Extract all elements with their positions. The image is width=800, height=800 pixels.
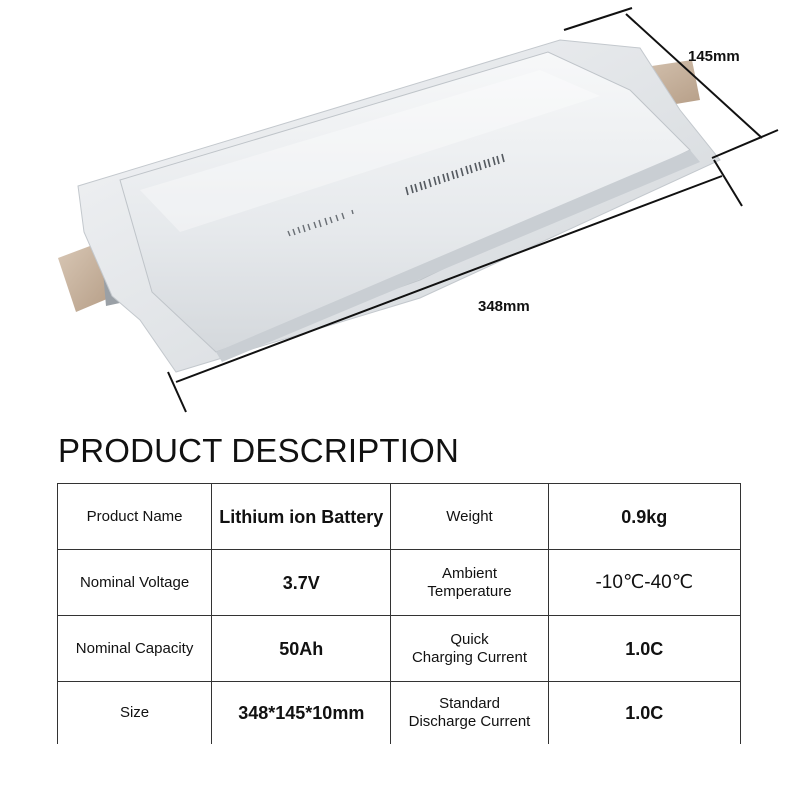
spec-value: Lithium ion Battery (212, 484, 391, 550)
spec-label-line: Weight (446, 507, 493, 525)
spec-label-line: Temperature (427, 582, 512, 600)
spec-label-line: Discharge Current (408, 712, 531, 730)
section-title: PRODUCT DESCRIPTION (58, 432, 460, 469)
spec-label: Nominal Capacity (58, 616, 212, 682)
spec-label-line: Charging Current (411, 648, 528, 666)
spec-value: 0.9kg (548, 484, 740, 550)
spec-value: 1.0C (548, 616, 740, 682)
table-row (58, 616, 741, 682)
spec-label: Nominal Voltage (58, 550, 212, 616)
spec-label-line: Standard (439, 694, 500, 712)
spec-value: 50Ah (212, 616, 391, 682)
length-dimension-label: 348mm (478, 298, 530, 315)
table-row (58, 550, 741, 616)
spec-label (391, 616, 548, 682)
spec-label-line: Ambient (441, 564, 498, 582)
spec-value: 348*145*10mm (212, 682, 391, 744)
table-row (58, 682, 741, 744)
spec-value: 1.0C (548, 682, 740, 744)
spec-label (391, 550, 548, 616)
spec-value: 3.7V (212, 550, 391, 616)
width-dimension-label: 145mm (688, 48, 740, 65)
spec-label: Product Name (58, 484, 212, 550)
spec-label-line: Quick (450, 630, 489, 648)
spec-table (57, 483, 741, 744)
spec-label: Size (58, 682, 212, 744)
spec-value: -10℃-40℃ (548, 550, 740, 616)
spec-label (391, 682, 548, 744)
table-row (58, 484, 741, 550)
spec-label (391, 484, 548, 550)
